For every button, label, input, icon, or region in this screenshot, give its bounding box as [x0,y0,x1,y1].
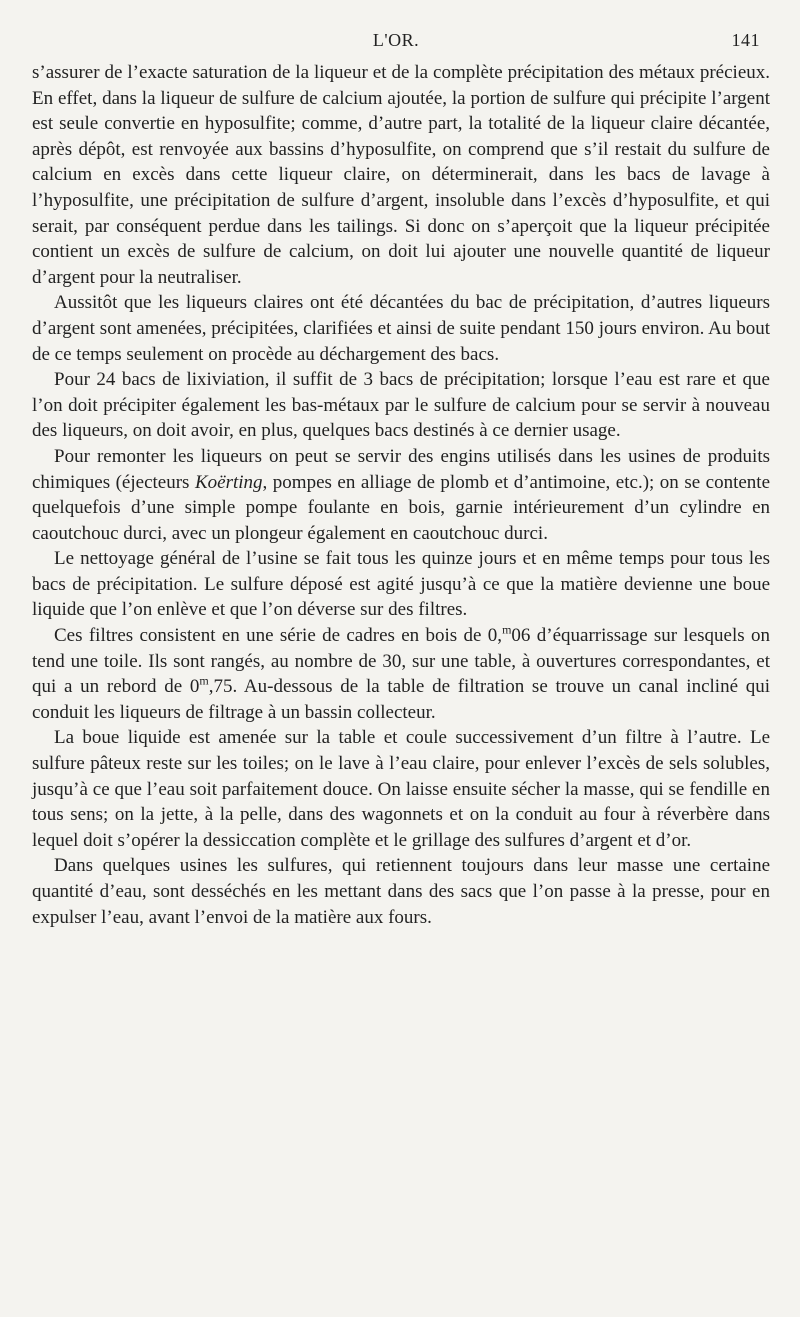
page-number: 141 [731,30,760,50]
running-title: L'OR. [372,30,420,50]
paragraph-4-italic-name: Koërting [194,471,263,493]
paragraph-6 [32,623,770,725]
paragraph-5: Le nettoyage général de l’usine se fait tous les quinze jours et en même temps pour tous les bacs de précipitation. Le sulfure déposé est agité jusqu’à ce que la matière devienne une boue liquide que l’on enlève et que l’on déverse sur des filtres. [32,548,770,621]
paragraph-6-part-2: 06 d’équarrissage sur lesquels on tend une toile. Ils sont rangés, au nombre de 30, sur une table, à ouvertures correspondantes, et qui a un rebord de 0 [32,625,770,698]
paragraph-2: Aussitôt que les liqueurs claires ont été décantées du bac de précipitation, d’autres liqueurs d’argent sont amenées, précipitées, clarifiées et ainsi de suite pendant 150 jours environ. Au bout de ce temps seulement on procède au déchargement des bacs. [32,292,770,365]
paragraph-4 [32,444,770,546]
paragraph-3: Pour 24 bacs de lixiviation, il suffit de 3 bacs de précipitation; lorsque l’eau est rare et que l’on doit précipiter également les bas-métaux par le sulfure de calcium pour se servir à nouveau des liqueurs, on doit avoir, en plus, quelques bacs destinés à ce dernier usage. [32,369,770,442]
paragraph-1: s’assurer de l’exacte saturation de la liqueur et de la complète précipitation des métaux précieux. En effet, dans la liqueur de sulfure de calcium ajoutée, la portion de sulfure qui précipite l’argent est seule convertie en hyposulfite; comme, d’autre part, la totalité de la liqueur claire décantée, après dépôt, est renvoyée aux bassins d’hyposulfite, on comprend que s’il restait du sulfure de calcium en excès dans cette liqueur claire, on déterminerait, dans les bacs de lavage à l’hyposulfite, une précipitation de sulfure d’argent, insoluble dans l’excès d’hyposulfite, et qui serait, par conséquent perdue dans les tailings. Si donc on s’aperçoit que la liqueur précipitée contient un excès de sulfure de calcium, on doit lui ajouter une nouvelle quantité de liqueur d’argent pour la neutraliser. [32,62,770,288]
body-text [32,60,770,930]
running-header [32,30,760,54]
paragraph-4-text-before: Pour remonter les liqueurs on peut se servir des engins utilisés dans les usines de produits chimiques (éjecteurs [32,445,770,493]
unit-superscript-1: m [502,622,512,637]
paragraph-8: Dans quelques usines les sulfures, qui retiennent toujours dans leur masse une certaine quantité d’eau, sont desséchés en les mettant dans des sacs que l’on passe à la presse, pour en expulser l’eau, avant l’envoi de la matière aux fours. [32,855,770,928]
paragraph-6-part-3: ,75. Au-dessous de la table de filtration se trouve un canal incliné qui conduit les liqueurs de filtrage à un bassin collecteur. [32,676,771,723]
paragraph-6-part-1: Ces filtres consistent en une série de cadres en bois de 0, [54,625,503,647]
unit-superscript-2: m [199,673,209,688]
paragraph-7: La boue liquide est amenée sur la table et coule successivement d’un filtre à l’autre. Le sulfure pâteux reste sur les toiles; on le lave à l’eau claire, pour enlever l’excès de sels solubles, jusqu’à ce que l’eau soit parfaitement douce. On laisse ensuite sécher la masse, qui se fendille en tous sens; on la jette, à la pelle, dans des wagonnets et on la conduit au four à réverbère dans lequel doit s’opérer la dessiccation complète et le grillage des sulfures d’argent et d’or. [32,727,770,851]
paragraph-4-text-after: , pompes en alliage de plomb et d’antimoine, etc.); on se contente quelquefois d’une simple pompe foulante en bois, garnie intérieurement d’un cylindre en caoutchouc durci, avec un plongeur également en caoutchouc durci. [32,471,771,544]
